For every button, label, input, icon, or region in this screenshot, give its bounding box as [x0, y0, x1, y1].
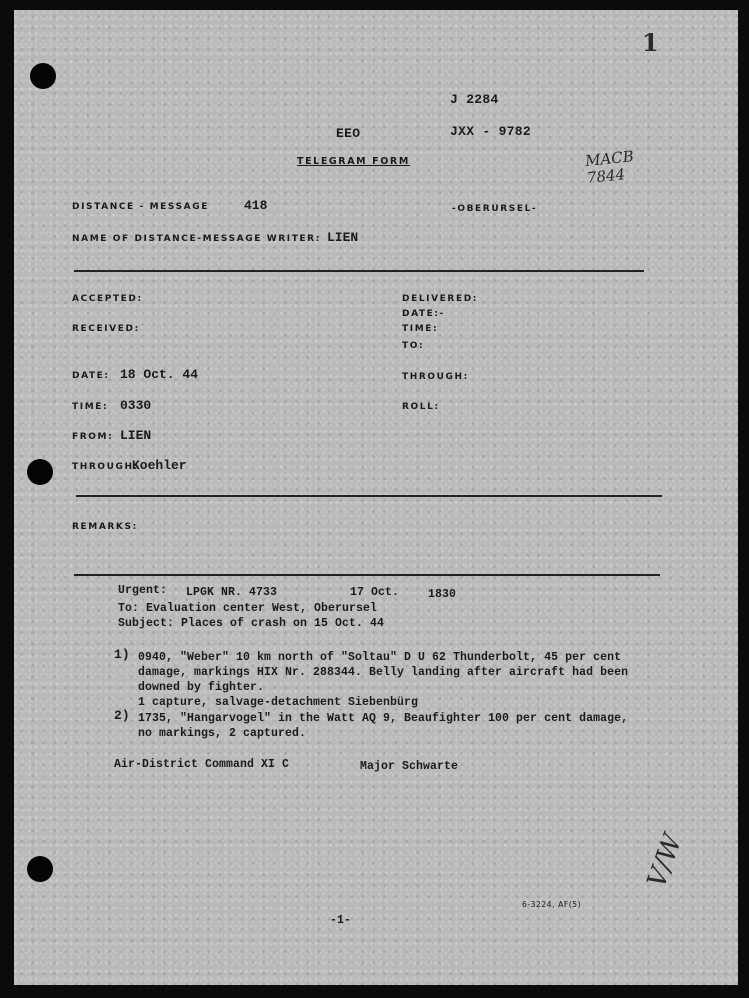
delivered-label: DELIVERED:: [402, 294, 478, 304]
urgent-reference: LPGK NR. 4733: [186, 586, 278, 599]
item-1-line: 1 capture, salvage-detachment Siebenbürg: [138, 696, 419, 709]
item-1-line: downed by fighter.: [138, 681, 265, 694]
writer-value: LIEN: [327, 230, 359, 245]
reference-j: J 2284: [450, 92, 499, 107]
signature-left: Air-District Command XI C: [114, 758, 290, 771]
punch-hole-top: [30, 63, 56, 89]
urgent-label: Urgent:: [118, 584, 168, 597]
to-line: To: Evaluation center West, Oberursel: [118, 602, 378, 615]
urgent-time: 1830: [428, 588, 457, 601]
signature-right: Major Schwarte: [360, 760, 459, 773]
location-label: -OBERURSEL-: [452, 204, 538, 214]
writer-label: NAME OF DISTANCE-MESSAGE WRITER:: [72, 234, 321, 244]
form-title: TELEGRAM FORM: [297, 156, 410, 167]
punch-hole-middle: [27, 459, 53, 485]
item-2-line: no markings, 2 captured.: [138, 727, 307, 740]
through-right-label: THROUGH:: [402, 372, 469, 382]
to-label: TO:: [402, 341, 425, 351]
item-1-line: 0940, "Weber" 10 km north of "Soltau" D U 62 Thunderbolt, 45 per cent: [138, 651, 622, 664]
from-label: FROM:: [72, 432, 114, 442]
received-label: RECEIVED:: [72, 324, 140, 334]
accepted-label: ACCEPTED:: [72, 294, 143, 304]
from-value: LIEN: [120, 428, 152, 443]
reference-jxx: JXX - 9782: [450, 124, 532, 139]
time-value: 0330: [120, 398, 152, 413]
divider-3: [74, 574, 660, 576]
urgent-date: 17 Oct.: [350, 586, 400, 599]
through-label: THROUGH:: [72, 462, 139, 472]
divider-2: [76, 495, 662, 497]
subject-line: Subject: Places of crash on 15 Oct. 44: [118, 617, 385, 630]
through-value: Koehler: [132, 458, 187, 473]
time-label: TIME:: [72, 402, 109, 412]
item-1-number: 1): [114, 647, 130, 662]
document-page: [14, 10, 738, 985]
distance-message-value: 418: [244, 198, 268, 213]
handwritten-stamp: MACB 7844: [584, 147, 635, 188]
punch-hole-bottom: [27, 856, 53, 882]
header-code: EEO: [336, 126, 361, 141]
date-value: 18 Oct. 44: [120, 367, 199, 382]
item-1-line: damage, markings HIX Nr. 288344. Belly landing after aircraft had been: [138, 666, 629, 679]
divider-1: [74, 270, 644, 272]
handwritten-initials: V/W: [641, 830, 689, 892]
top-corner-mark: 1: [642, 28, 659, 57]
time-right-label: TIME:: [402, 324, 439, 334]
form-number: 6-3224, AF(5): [522, 900, 582, 909]
distance-message-label: DISTANCE - MESSAGE: [72, 202, 209, 212]
page-number: -1-: [330, 914, 352, 927]
item-2-number: 2): [114, 708, 130, 723]
roll-label: ROLL:: [402, 402, 440, 412]
item-2-line: 1735, "Hangarvogel" in the Watt AQ 9, Beaufighter 100 per cent damage,: [138, 712, 629, 725]
remarks-label: REMARKS:: [72, 522, 138, 532]
date-right-label: DATE:-: [402, 309, 445, 319]
date-label: DATE:: [72, 371, 110, 381]
